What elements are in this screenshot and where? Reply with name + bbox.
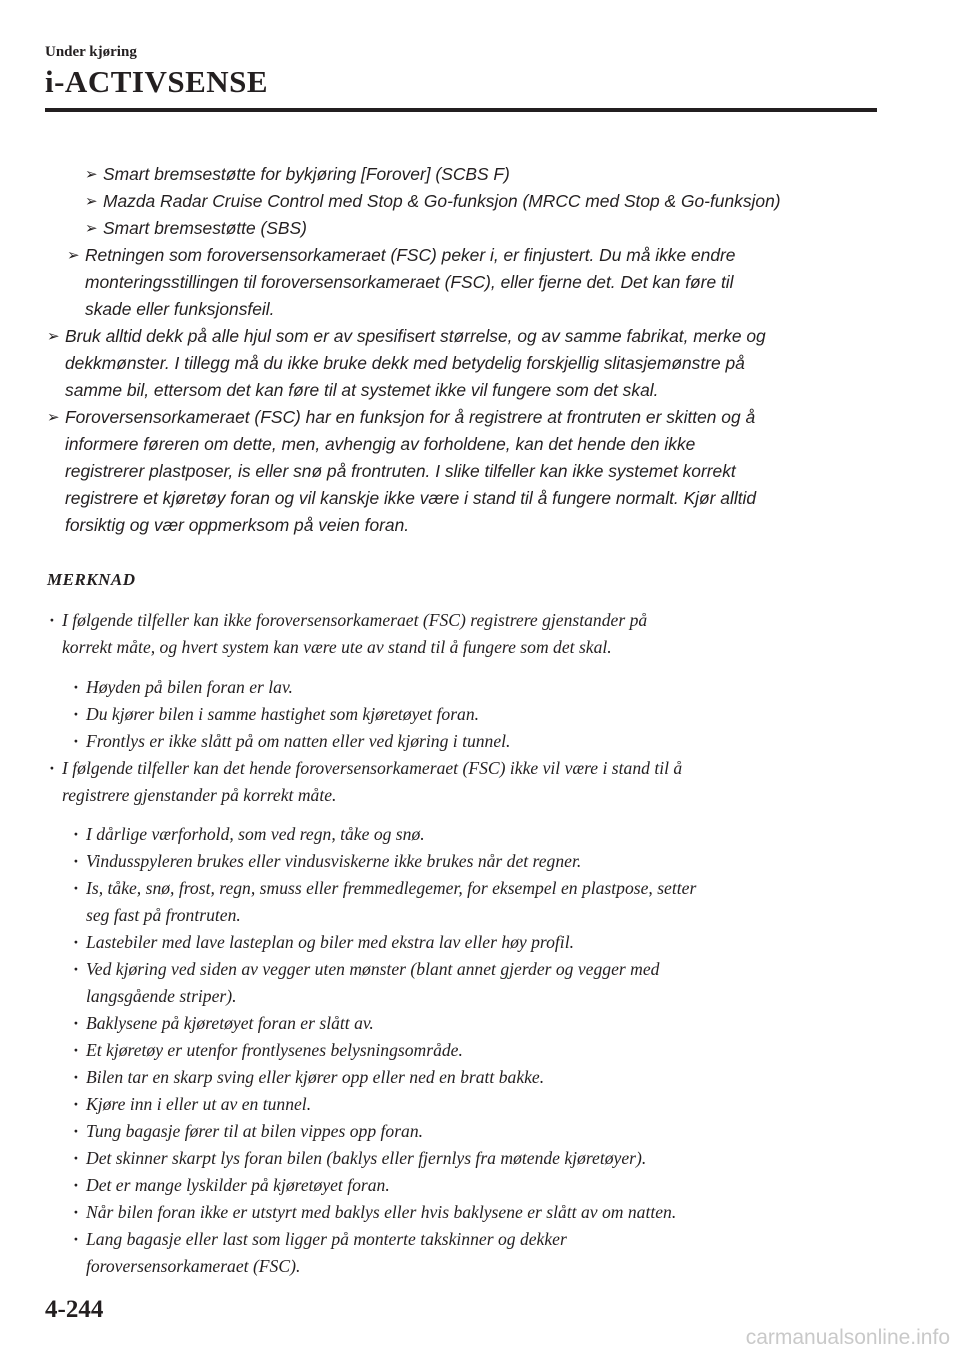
note-subitem [73,1037,463,1064]
dot-bullet-icon: · [73,959,79,979]
warning-line: Mazda Radar Cruise Control med Stop & Go-funksjon (MRCC med Stop & Go-funksjon) [103,191,781,211]
dot-bullet-icon: · [73,824,79,844]
note-line: Ved kjøring ved siden av vegger uten mønster (blant annet gjerder og vegger med [86,959,660,979]
note-line: seg fast på frontruten. [86,905,241,925]
note-line: Frontlys er ikke slått på om natten eller ved kjøring i tunnel. [86,731,511,751]
note-subitem [73,929,574,956]
watermark: carmanualsonline.info [745,1326,950,1349]
arrow-bullet-icon: ➢ [47,328,60,345]
warning-item [85,215,307,242]
note-subitem [73,1199,677,1226]
dot-bullet-icon: · [73,677,79,697]
dot-bullet-icon: · [73,704,79,724]
warning-line: skade eller funksjonsfeil. [85,299,275,319]
dot-bullet-icon: · [73,1175,79,1195]
warning-line: monteringsstillingen til foroversensorkameraet (FSC), eller fjerne det. Det kan føre til [85,272,734,292]
arrow-bullet-icon: ➢ [85,220,98,237]
dot-bullet-icon: · [73,932,79,952]
note-line: Baklysene på kjøretøyet foran er slått av. [86,1013,374,1033]
note-line: Når bilen foran ikke er utstyrt med baklys eller hvis baklysene er slått av om natten. [86,1202,677,1222]
page-title: i-ACTIVSENSE [45,64,269,99]
note-item [49,755,683,809]
warning-line: registrere et kjøretøy foran og vil kanskje ikke være i stand til å fungere normalt. Kjør alltid [65,488,757,508]
dot-bullet-icon: · [73,1067,79,1087]
section-label: Under kjøring [45,44,137,60]
note-item [49,607,648,661]
note-line: I følgende tilfeller kan det hende foroversensorkameraet (FSC) ikke vil være i stand til å [62,758,683,778]
warning-line: Retningen som foroversensorkameraet (FSC) peker i, er finjustert. Du må ikke endre [85,245,736,265]
note-line: Et kjøretøy er utenfor frontlysenes belysningsområde. [86,1040,463,1060]
note-line: I følgende tilfeller kan ikke foroversensorkameraet (FSC) registrere gjenstander på [62,610,648,630]
note-subitem [73,1091,312,1118]
dot-bullet-icon: · [73,851,79,871]
warning-item [85,188,781,215]
note-line: Bilen tar en skarp sving eller kjører opp eller ned en bratt bakke. [86,1067,545,1087]
warning-line: dekkmønster. I tillegg må du ikke bruke dekk med betydelig forskjellig slitasjemønstre på [65,353,745,373]
note-line: Det skinner skarpt lys foran bilen (baklys eller fjernlys fra møtende kjøretøyer). [86,1148,647,1168]
note-subitem [73,1064,545,1091]
note-subitem [73,875,697,929]
note-title: MERKNAD [47,570,136,589]
header-rule [45,108,877,112]
arrow-bullet-icon: ➢ [85,193,98,210]
note-line: Lastebiler med lave lasteplan og biler med ekstra lav eller høy profil. [86,932,574,952]
warning-item [85,161,510,188]
arrow-bullet-icon: ➢ [85,166,98,183]
warning-line: Foroversensorkameraet (FSC) har en funksjon for å registrere at frontruten er skitten og å [65,407,756,427]
warning-line: Smart bremsestøtte (SBS) [103,218,307,238]
note-subitem [73,1010,374,1037]
dot-bullet-icon: · [73,1121,79,1141]
note-subitem [73,1226,567,1280]
note-line: Is, tåke, snø, frost, regn, smuss eller fremmedlegemer, for eksempel en plastpose, setter [86,878,697,898]
note-line: I dårlige værforhold, som ved regn, tåke og snø. [86,824,425,844]
note-subitem [73,701,480,728]
warning-line: samme bil, ettersom det kan føre til at systemet ikke vil fungere som det skal. [65,380,659,400]
dot-bullet-icon: · [73,878,79,898]
arrow-bullet-icon: ➢ [67,247,80,264]
note-line: Det er mange lyskilder på kjøretøyet foran. [86,1175,390,1195]
note-line: Du kjører bilen i samme hastighet som kjøretøyet foran. [86,704,480,724]
note-line: Tung bagasje fører til at bilen vippes opp foran. [86,1121,424,1141]
dot-bullet-icon: · [73,1040,79,1060]
note-line: foroversensorkameraet (FSC). [86,1256,301,1276]
page-number: 4-244 [45,1296,104,1323]
note-line: registrere gjenstander på korrekt måte. [62,785,337,805]
note-line: Kjøre inn i eller ut av en tunnel. [86,1094,312,1114]
note-line: korrekt måte, og hvert system kan være ute av stand til å fungere som det skal. [62,637,612,657]
note-line: langsgående striper). [86,986,237,1006]
note-subitem [73,821,425,848]
note-subitem [73,848,582,875]
warning-line: Smart bremsestøtte for bykjøring [Forover] (SCBS F) [103,164,510,184]
warning-line: registrerer plastposer, is eller snø på frontruten. I slike tilfeller kan ikke systemet korrekt [65,461,736,481]
dot-bullet-icon: · [73,1013,79,1033]
note-line: Vindusspyleren brukes eller vindusviskerne ikke brukes når det regner. [86,851,582,871]
warning-item [47,323,766,404]
dot-bullet-icon: · [73,731,79,751]
dot-bullet-icon: · [73,1148,79,1168]
note-subitem [73,1118,424,1145]
note-subitem [73,1172,390,1199]
note-line: Høyden på bilen foran er lav. [86,677,293,697]
note-line: Lang bagasje eller last som ligger på monterte takskinner og dekker [86,1229,567,1249]
arrow-bullet-icon: ➢ [47,409,60,426]
note-subitem [73,674,293,701]
note-subitem [73,956,660,1010]
note-subitem [73,1145,647,1172]
dot-bullet-icon: · [73,1229,79,1249]
warning-item [47,404,757,539]
dot-bullet-icon: · [49,610,55,630]
dot-bullet-icon: · [73,1094,79,1114]
dot-bullet-icon: · [49,758,55,778]
warning-line: forsiktig og vær oppmerksom på veien foran. [65,515,410,535]
note-subitem [73,728,511,755]
warning-line: informere føreren om dette, men, avhengig av forholdene, kan det hende den ikke [65,434,696,454]
warning-item [67,242,736,323]
warning-line: Bruk alltid dekk på alle hjul som er av spesifisert størrelse, og av samme fabrikat, merke og [65,326,766,346]
dot-bullet-icon: · [73,1202,79,1222]
